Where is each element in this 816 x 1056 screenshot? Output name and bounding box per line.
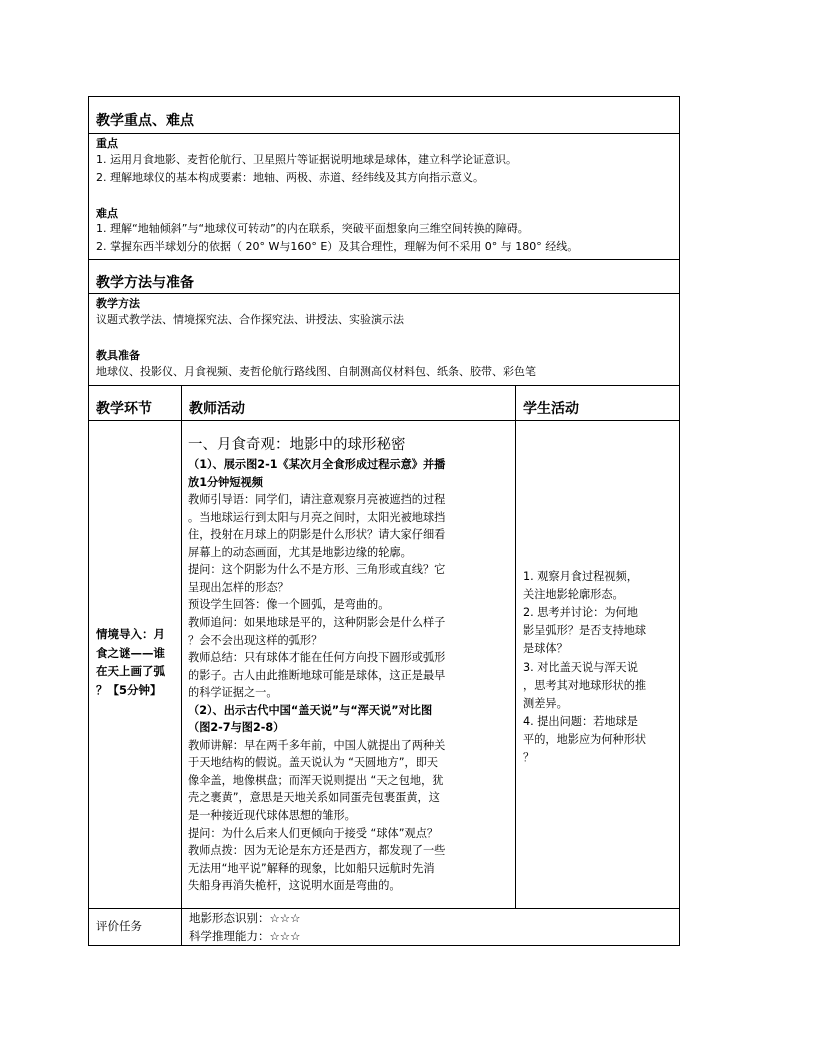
teacher-line: 预设学生回答：像一个圆弧，是弯曲的。 (188, 598, 390, 612)
rule (88, 293, 680, 294)
teacher-line: 提问：这个阴影为什么不是方形、三角形或直线？它 (188, 563, 446, 577)
teacher-line: 的影子。古人由此推断地球可能是球体，这正是最早 (188, 668, 446, 682)
method-label: 教学方法 (96, 297, 140, 310)
rule (88, 259, 680, 260)
teacher-line: 于天地结构的假说。盖天说认为 “天圆地方”，即天 (188, 756, 439, 770)
focus-title: 教学重点、难点 (96, 113, 194, 129)
teacher-section-title: 一、月食奇观：地影中的球形秘密 (188, 437, 406, 453)
student-line: 2. 思考并讨论：为何地 (523, 606, 638, 620)
tools-text: 地球仪、投影仪、月食视频、麦哲伦航行路线图、自制测高仪材料包、纸条、胶带、彩色笔 (96, 365, 536, 378)
student-line: ，思考其对地球形状的推 (523, 678, 647, 692)
teacher-line: 屏幕上的动态画面，尤其是地影边缘的轮廓。 (188, 545, 412, 559)
teacher-line: 的科学证据之一。 (188, 686, 278, 700)
student-line: 测差异。 (523, 696, 568, 710)
key-item: 1. 运用月食地影、麦哲伦航行、卫星照片等证据说明地球是球体，建立科学论证意识。 (96, 153, 517, 166)
difficult-item: 2. 掌握东西半球划分的依据（ 20° W与160° E）及其合理性，理解为何不采用 0° 与 180° 经线。 (96, 240, 579, 253)
teacher-line: ？会不会出现这样的弧形？ (188, 633, 323, 647)
teacher-line: 教师引导语：同学们，请注意观察月亮被遮挡的过程 (188, 493, 446, 507)
eval-label: 评价任务 (96, 919, 142, 933)
method-text: 议题式教学法、情境探究法、合作探究法、讲授法、实验演示法 (96, 313, 404, 326)
stage-line: 在天上画了弧 (96, 664, 165, 678)
student-line: 3. 对比盖天说与浑天说 (523, 660, 638, 674)
stage-line: 情境导入：月 (96, 627, 165, 641)
methods-title: 教学方法与准备 (96, 275, 194, 291)
rule (88, 908, 680, 909)
student-line: ？ (523, 751, 535, 764)
teacher-line: 无法用“地平说”解释的现象，比如船只远航时先消 (188, 861, 435, 875)
teacher-line: 呈现出怎样的形态？ (188, 580, 289, 594)
teacher-line: （1）、展示图2-1《某次月全食形成过程示意》并播 (188, 458, 446, 471)
header-student: 学生活动 (523, 401, 579, 417)
teacher-line: 提问：为什么后来人们更倾向于接受 “球体”观点？ (188, 826, 439, 840)
key-label: 重点 (96, 137, 118, 150)
column-divider (181, 385, 182, 946)
difficult-item: 1. 理解“地轴倾斜”与“地球仪可转动”的内在联系，突破平面想象向三维空间转换的障碍。 (96, 222, 529, 235)
eval-item: 科学推理能力：☆☆☆ (189, 929, 301, 943)
teacher-line: 是一种接近现代球体思想的雏形。 (188, 809, 356, 822)
header-stage: 教学环节 (96, 401, 152, 417)
stage-line: 食之谜——谁 (96, 645, 165, 660)
teacher-line: 教师追问：如果地球是平的，这种阴影会是什么样子 (188, 615, 446, 629)
difficult-label: 难点 (96, 207, 118, 220)
tools-label: 教具准备 (96, 349, 140, 362)
teacher-line: 。当地球运行到太阳与月亮之间时，太阳光被地球挡 (188, 510, 446, 524)
eval-item: 地影形态识别：☆☆☆ (189, 911, 301, 925)
teacher-line: 住，投射在月球上的阴影是什么形状？请大家仔细看 (188, 528, 446, 542)
student-line: 是球体？ (523, 642, 568, 656)
teacher-line: 教师总结：只有球体才能在任何方向投下圆形或弧形 (188, 651, 446, 665)
teacher-line: 失船身再消失桅杆，这说明水面是弯曲的。 (188, 879, 401, 893)
student-line: 平的，地影应为何种形状 (523, 732, 647, 746)
teacher-line: （图2-7与图2-8） (188, 721, 285, 735)
lesson-plan-page (88, 96, 680, 946)
teacher-line: 壳之裹黄”，意思是天地关系如同蛋壳包裹蛋黄，这 (188, 791, 440, 805)
teacher-line: 放1分钟短视频 (188, 475, 263, 489)
student-line: 关注地影轮廓形态。 (523, 588, 624, 602)
column-divider (515, 385, 516, 908)
teacher-line: 像伞盖，地像棋盘；而浑天说则提出 “天之包地，犹 (188, 773, 444, 787)
key-item: 2. 理解地球仪的基本构成要素：地轴、两极、赤道、经纬线及其方向指示意义。 (96, 171, 484, 184)
stage-line: ？【5分钟】 (96, 682, 162, 697)
rule (88, 385, 680, 386)
rule (88, 133, 680, 134)
teacher-line: 教师讲解：早在两千多年前，中国人就提出了两种关 (188, 738, 446, 752)
teacher-line: 教师点拨：因为无论是东方还是西方，都发现了一些 (188, 844, 446, 858)
student-line: 1. 观察月食过程视频， (523, 570, 638, 583)
header-teacher: 教师活动 (189, 401, 245, 417)
teacher-line: （2）、出示古代中国“盖天说”与“浑天说”对比图 (188, 703, 433, 717)
student-line: 4. 提出问题：若地球是 (523, 714, 638, 728)
rule (88, 420, 680, 421)
student-line: 影呈弧形？是否支持地球 (523, 624, 647, 638)
